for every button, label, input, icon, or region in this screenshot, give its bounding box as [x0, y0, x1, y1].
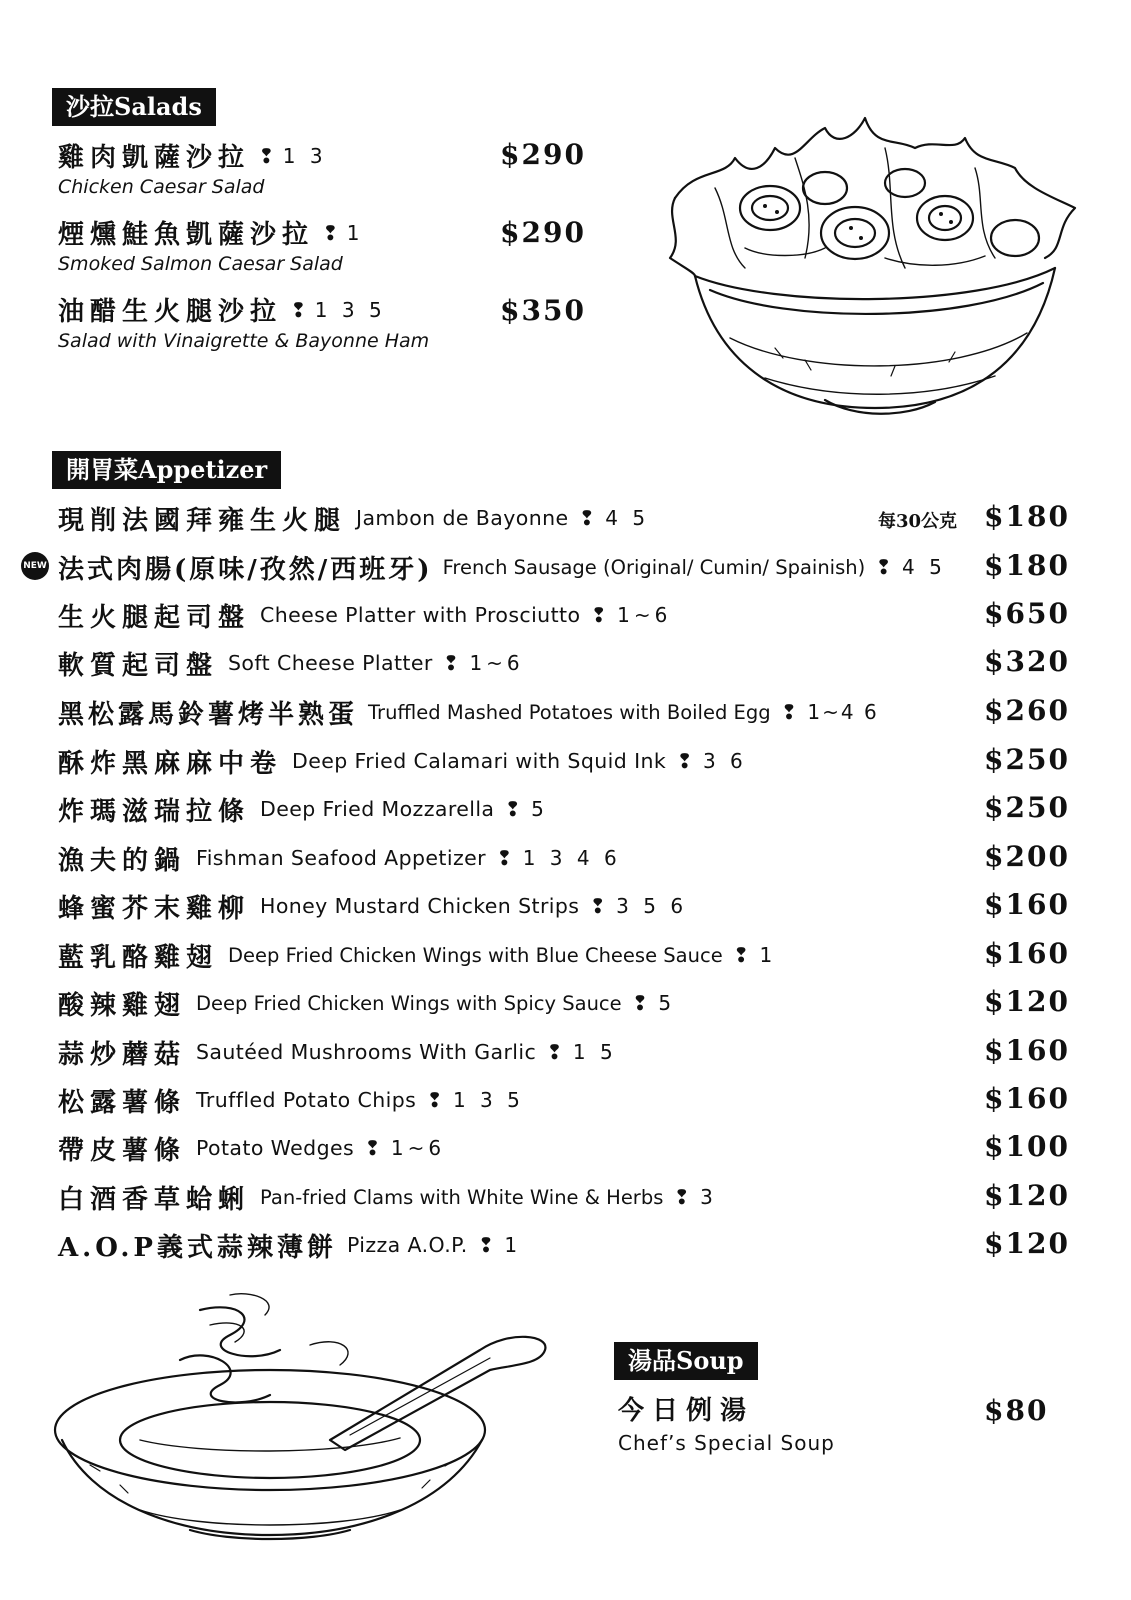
- allergen-marker-icon: ❢: [780, 700, 798, 724]
- allergen-marker-icon: ❢: [426, 1088, 443, 1112]
- appetizer-item-en: Truffled Potato Chips: [196, 1088, 417, 1112]
- allergen-marker-icon: ❢: [504, 797, 522, 821]
- appetizer-row: [58, 692, 879, 732]
- appetizer-item-allergens: 1 3 5: [452, 1088, 524, 1112]
- appetizer-item-en: Pizza A.O.P.: [346, 1233, 468, 1257]
- salad-item-cn: 雞肉凱薩沙拉: [58, 143, 251, 173]
- appetizer-item-price: $260: [984, 694, 1070, 727]
- appetizer-item-en: Jambon de Bayonne: [356, 506, 569, 530]
- appetizer-item-cn: 帶皮薯條: [58, 1135, 187, 1166]
- appetizer-item-price: $160: [984, 1034, 1070, 1067]
- appetizer-row: [58, 1128, 445, 1168]
- salad-item-allergens: 1: [346, 220, 364, 245]
- appetizer-row: [58, 1032, 617, 1072]
- appetizer-row: [58, 547, 946, 587]
- appetizer-item-en: Fishman Seafood Appetizer: [196, 846, 486, 870]
- appetizer-row: [58, 935, 776, 975]
- soup-heading: 湯品Soup: [614, 1342, 758, 1380]
- appetizer-item-price: $650: [984, 597, 1070, 630]
- appetizer-row: [58, 643, 524, 683]
- salad-item-cn: 油醋生火腿沙拉: [58, 297, 283, 327]
- allergen-marker-icon: ❢: [442, 651, 460, 675]
- salad-item-en: Smoked Salmon Caesar Salad: [58, 253, 343, 275]
- appetizer-row: [58, 1177, 717, 1217]
- appetizer-item-allergens: 1: [759, 943, 777, 967]
- salad-item-price: $290: [500, 216, 586, 249]
- salad-item-en: Salad with Vinaigrette & Bayonne Ham: [58, 330, 430, 352]
- allergen-marker-icon: ❢: [676, 749, 693, 773]
- appetizer-item-cn: 現削法國拜雍生火腿: [58, 505, 347, 536]
- appetizer-item-allergens: 1 3 4 6: [522, 846, 621, 870]
- appetizer-item-en: Pan-fried Clams with White Wine & Herbs: [260, 1185, 664, 1209]
- appetizer-item-en: Soft Cheese Platter: [228, 651, 433, 675]
- appetizer-item-en: Deep Fried Mozzarella: [260, 797, 495, 821]
- allergen-marker-icon: ❢: [495, 846, 513, 870]
- salad-item: [58, 291, 429, 352]
- appetizer-item-price: $250: [984, 791, 1070, 824]
- appetizer-row: [58, 983, 675, 1023]
- appetizer-item-price: $100: [984, 1130, 1070, 1163]
- appetizer-item-price: $320: [984, 645, 1070, 678]
- appetizer-item-allergens: 3 5 6: [616, 894, 688, 918]
- appetizer-item-price: $250: [984, 743, 1070, 776]
- allergen-marker-icon: ❢: [290, 297, 307, 322]
- allergen-marker-icon: ❢: [631, 991, 649, 1015]
- appetizer-item-allergens: 4 5: [902, 555, 946, 579]
- appetizer-item-allergens: 1~6: [390, 1136, 446, 1160]
- appetizer-item-cn: 蒜炒蘑菇: [58, 1039, 187, 1070]
- appetizer-item-price: $180: [984, 549, 1070, 582]
- salad-item-allergens: 1 3 5: [314, 297, 386, 322]
- soup-item-en: Chef’s Special Soup: [618, 1431, 835, 1455]
- soup-item: [618, 1390, 835, 1455]
- allergen-marker-icon: ❢: [258, 143, 275, 168]
- allergen-marker-icon: ❢: [589, 894, 607, 918]
- new-badge: NEW: [21, 552, 49, 580]
- appetizer-item-allergens: 5: [658, 991, 676, 1015]
- appetizer-item-cn: 生火腿起司盤: [58, 602, 251, 633]
- appetizer-item-price: $120: [984, 1227, 1070, 1260]
- appetizer-item-price: $160: [984, 1082, 1070, 1115]
- allergen-marker-icon: ❢: [477, 1233, 495, 1257]
- salad-item-allergens: 1 3: [282, 143, 327, 168]
- allergen-marker-icon: ❢: [546, 1040, 563, 1064]
- appetizer-item-en: French Sausage (Original/ Cumin/ Spainish): [442, 555, 866, 579]
- appetizer-row: [58, 741, 747, 781]
- appetizer-item-en: Deep Fried Chicken Wings with Blue Cheese Sauce: [228, 943, 723, 967]
- appetizer-item-allergens: 1~6: [617, 603, 672, 627]
- allergen-marker-icon: ❢: [364, 1136, 381, 1160]
- allergen-marker-icon: ❢: [578, 506, 596, 530]
- appetizer-item-price: $160: [984, 937, 1070, 970]
- appetizer-item-cn: 酥炸黑麻麻中卷: [58, 748, 283, 779]
- appetizer-item-cn: 白酒香草蛤蜊: [58, 1184, 251, 1215]
- appetizer-item-price: $200: [984, 840, 1070, 873]
- allergen-marker-icon: ❢: [590, 603, 608, 627]
- salad-item: [58, 137, 327, 198]
- appetizer-item-cn: 軟質起司盤: [58, 650, 219, 681]
- soup-item-cn: 今日例湯: [618, 1396, 755, 1426]
- appetizer-item-allergens: 5: [531, 797, 548, 821]
- salad-bowl-illustration: [655, 108, 1085, 428]
- salad-item-price: $350: [500, 294, 586, 327]
- appetizer-item-en: Potato Wedges: [196, 1136, 355, 1160]
- appetizer-item-allergens: 1~6: [469, 651, 524, 675]
- appetizer-item-cn: 漁夫的鍋: [58, 845, 187, 876]
- salad-item-cn: 煙燻鮭魚凱薩沙拉: [58, 220, 315, 250]
- appetizer-item-en: Honey Mustard Chicken Strips: [260, 894, 580, 918]
- appetizer-item-en: Sautéed Mushrooms With Garlic: [196, 1040, 537, 1064]
- salads-heading: 沙拉Salads: [52, 88, 216, 126]
- appetizer-item-en: Truffled Mashed Potatoes with Boiled Egg: [368, 700, 771, 724]
- appetizer-row: [58, 789, 548, 829]
- appetizer-item-cn: 蜂蜜芥末雞柳: [58, 893, 251, 924]
- appetizer-item-allergens: 1: [504, 1233, 522, 1257]
- soup-bowl-illustration: [50, 1290, 550, 1550]
- appetizer-item-en: Deep Fried Chicken Wings with Spicy Sauce: [196, 991, 622, 1015]
- appetizer-item-cn: 酸辣雞翅: [58, 990, 187, 1021]
- appetizer-row: [58, 595, 671, 635]
- appetizer-item-allergens: 4 5: [605, 506, 650, 530]
- appetizer-item-en: Cheese Platter with Prosciutto: [260, 603, 581, 627]
- allergen-marker-icon: ❢: [875, 555, 892, 579]
- appetizer-item-cn: 炸瑪滋瑞拉條: [58, 796, 251, 827]
- appetizer-item-unit: 每30公克: [878, 511, 958, 532]
- appetizer-item-cn: 藍乳酪雞翅: [58, 942, 219, 973]
- appetizer-item-allergens: 3 6: [702, 749, 747, 773]
- soup-item-price: $80: [984, 1394, 1049, 1427]
- salad-item-en: Chicken Caesar Salad: [58, 176, 265, 198]
- appetizer-item-cn: 法式肉腸(原味/孜然/西班牙): [58, 554, 433, 585]
- appetizer-item-price: $120: [984, 1179, 1070, 1212]
- allergen-marker-icon: ❢: [732, 943, 750, 967]
- appetizer-item-cn: 松露薯條: [58, 1087, 187, 1118]
- appetizer-item-allergens: 3: [700, 1185, 717, 1209]
- appetizer-row: [58, 498, 649, 538]
- appetizer-item-price: $160: [984, 888, 1070, 921]
- salad-item: [58, 214, 364, 275]
- appetizer-item-cn: 黑松露馬鈴薯烤半熟蛋: [58, 699, 359, 730]
- appetizer-row: [58, 886, 687, 926]
- appetizer-row: [58, 838, 621, 878]
- appetizer-item-allergens: 1~4 6: [807, 700, 879, 724]
- salad-item-price: $290: [500, 138, 586, 171]
- appetizer-item-allergens: 1 5: [572, 1040, 617, 1064]
- appetizer-item-cn: A.O.P義式蒜辣薄餅: [58, 1232, 337, 1263]
- allergen-marker-icon: ❢: [673, 1185, 691, 1209]
- allergen-marker-icon: ❢: [322, 220, 339, 245]
- appetizer-row: [58, 1080, 524, 1120]
- appetizer-heading: 開胃菜Appetizer: [52, 451, 281, 489]
- appetizer-item-en: Deep Fried Calamari with Squid Ink: [292, 749, 667, 773]
- appetizer-item-price: $120: [984, 985, 1070, 1018]
- appetizer-row: [58, 1225, 521, 1265]
- appetizer-item-price: $180: [984, 500, 1070, 533]
